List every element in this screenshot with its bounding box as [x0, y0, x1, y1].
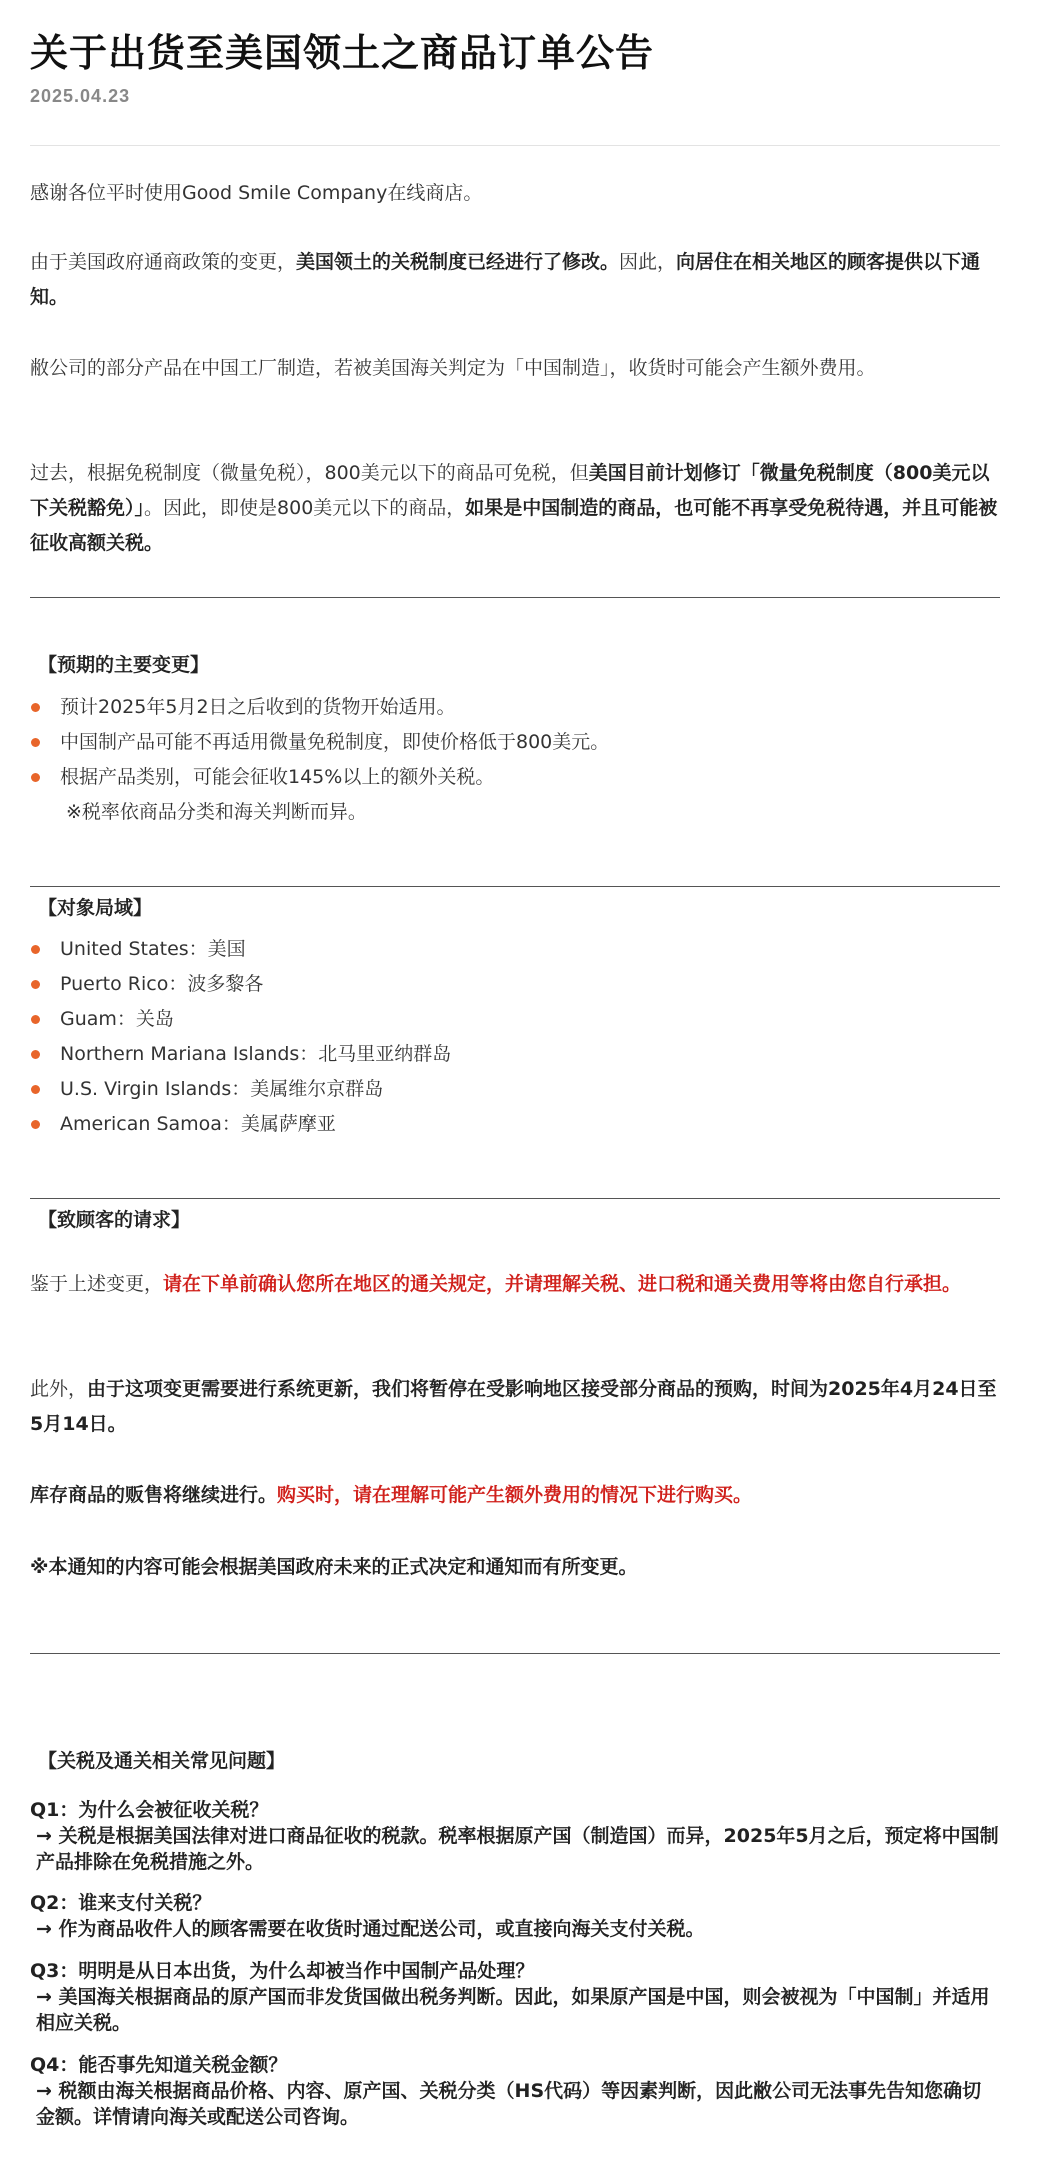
- section-divider: [30, 1198, 1000, 1199]
- intro-bold-text: 向居住在相关地区的顾客提供以下通知。: [30, 251, 981, 308]
- intro-bold-text: 美国目前计划修订「微量免税制度（800美元以下关税豁免）」: [30, 462, 990, 519]
- faq-answer: → 税额由海关根据商品价格、内容、原产国、关税分类（HS代码）等因素判断，因此敝公司无法事先告知您确切金额。详情请向海关或配送公司咨询。: [36, 2080, 982, 2128]
- section-divider: [30, 1653, 1000, 1654]
- changes-list: [30, 690, 1000, 830]
- faq-answer: → 作为商品收件人的顾客需要在收货时通过配送公司，或直接向海关支付关税。: [36, 1918, 705, 1940]
- list-item: Northern Mariana Islands：北马里亚纳群岛: [30, 1037, 1000, 1072]
- section-divider: [30, 597, 1000, 598]
- list-item: 根据产品类别，可能会征收145%以上的额外关税。: [30, 760, 1000, 795]
- faq-question: Q4：能否事先知道关税金额？: [30, 2054, 288, 2076]
- request-paragraph-1: [30, 1267, 1000, 1302]
- intro-paragraph-4: [30, 456, 1000, 561]
- request-paragraph-4: ※本通知的内容可能会根据美国政府未来的正式决定和通知而有所变更。: [30, 1556, 638, 1578]
- request-red-text: 请在下单前确认您所在地区的通关规定，并请理解关税、进口税和通关费用等将由您自行承担。: [163, 1273, 962, 1295]
- page-title: 关于出货至美国领土之商品订单公告: [30, 31, 655, 75]
- intro-bold-text: 如果是中国制造的商品，也可能不再享受免税待遇，并且可能被征收高额关税。: [30, 497, 998, 554]
- faq-question: Q1：为什么会被征收关税？: [30, 1799, 269, 1821]
- request-bold-text: 库存商品的贩售将继续进行。: [30, 1484, 278, 1506]
- list-item: U.S. Virgin Islands：美属维尔京群岛: [30, 1072, 1000, 1107]
- title-divider: [30, 145, 1000, 146]
- list-item: Puerto Rico：波多黎各: [30, 967, 1000, 1002]
- request-heading: 【致顾客的请求】: [38, 1209, 191, 1231]
- intro-paragraph-2: [30, 245, 1000, 315]
- intro-text: 过去，根据免税制度（微量免税），800美元以下的商品可免税，但: [30, 462, 589, 484]
- publish-date: 2025.04.23: [30, 86, 131, 106]
- request-red-text: 购买时，请在理解可能产生额外费用的情况下进行购买。: [277, 1484, 753, 1506]
- intro-paragraph-1: 感谢各位平时使用Good Smile Company在线商店。: [30, 182, 483, 204]
- faq-item-2: [30, 1890, 1000, 1942]
- faq-question: Q2：谁来支付关税？: [30, 1892, 212, 1914]
- faq-answer: → 美国海关根据商品的原产国而非发货国做出税务判断。因此，如果原产国是中国，则会被视为「中国制」并适用相应关税。: [36, 1986, 990, 2034]
- list-item: Guam：关岛: [30, 1002, 1000, 1037]
- intro-text: 因此，: [619, 251, 677, 273]
- list-item: 中国制产品可能不再适用微量免税制度，即使价格低于800美元。: [30, 725, 1000, 760]
- list-item: American Samoa：美属萨摩亚: [30, 1107, 1000, 1142]
- request-paragraph-3: [30, 1478, 1000, 1513]
- faq-item-1: [30, 1797, 1000, 1875]
- changes-heading: 【预期的主要变更】: [38, 654, 210, 676]
- section-divider: [30, 886, 1000, 887]
- intro-text: 。因此，即使是800美元以下的商品，: [144, 497, 466, 519]
- list-item: United States：美国: [30, 932, 1000, 967]
- rate-note: ※税率依商品分类和海关判断而异。: [66, 801, 367, 823]
- faq-answer: → 关税是根据美国法律对进口商品征收的税款。税率根据原产国（制造国）而异，2025年5月之后，预定将中国制产品排除在免税措施之外。: [36, 1825, 999, 1873]
- intro-bold-text: 美国领土的关税制度已经进行了修改。: [296, 251, 620, 273]
- intro-text: 由于美国政府通商政策的变更，: [30, 251, 297, 273]
- list-item: 预计2025年5月2日之后收到的货物开始适用。: [30, 690, 1000, 725]
- faq-heading: 【关税及通关相关常见问题】: [38, 1750, 286, 1772]
- intro-paragraph-3: 敝公司的部分产品在中国工厂制造，若被美国海关判定为「中国制造」，收货时可能会产生额外费用。: [30, 357, 876, 379]
- faq-question: Q3：明明是从日本出货，为什么却被当作中国制产品处理？: [30, 1960, 535, 1982]
- request-bold-text: 由于这项变更需要进行系统更新，我们将暂停在受影响地区接受部分商品的预购，时间为2025年4月24日至5月14日。: [30, 1378, 997, 1435]
- regions-heading: 【对象局域】: [38, 897, 153, 919]
- request-text: 鉴于上述变更，: [30, 1273, 164, 1295]
- regions-list: [30, 932, 1000, 1142]
- faq-item-3: [30, 1958, 1000, 2036]
- faq-item-4: [30, 2052, 1000, 2130]
- request-text: 此外，: [30, 1378, 88, 1400]
- request-paragraph-2: [30, 1372, 1000, 1442]
